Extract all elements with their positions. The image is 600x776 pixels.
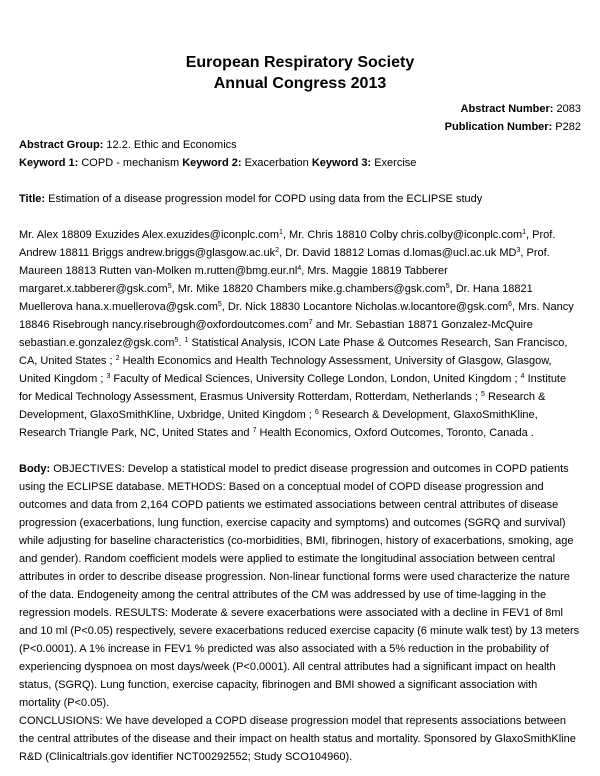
author-text: , Mrs. Maggie 18819 Tabberer margaret.x.tabberer@gsk.com <box>19 265 448 295</box>
affiliation-sup: 7 <box>252 427 257 434</box>
publication-number-row <box>19 118 581 136</box>
publication-number-label: Publication Number: <box>444 121 553 133</box>
author-text: , Mr. Mike 18820 Chambers mike.g.chambers@gsk.com <box>171 283 446 295</box>
affiliation-sup: 5 <box>480 391 485 398</box>
author-sup: 1 <box>522 229 527 236</box>
author-sup: 7 <box>308 319 313 326</box>
abstract-title: Estimation of a disease progression model for COPD using data from the ECLIPSE study <box>48 193 483 205</box>
keyword1-label: Keyword 1: <box>19 157 79 169</box>
affiliation-sup: 2 <box>115 355 120 362</box>
author-text: , Dr. Hana 18821 Muellerova hana.x.muellerova@gsk.com <box>19 283 533 313</box>
affiliation-sup: 6 <box>314 409 319 416</box>
keyword3-label: Keyword 3: <box>311 157 372 169</box>
author-sup: 5 <box>445 283 450 290</box>
author-sup: 2 <box>275 247 280 254</box>
publication-number: P282 <box>555 121 581 133</box>
title-line-2: Annual Congress 2013 <box>213 75 387 92</box>
abstract-page <box>19 52 581 766</box>
title-label: Title: <box>19 193 46 205</box>
affiliation-text: Research & Development, GlaxoSmithKline, Research Triangle Park, NC, United States and <box>19 409 538 439</box>
abstract-group: 12.2. Ethic and Economics <box>106 139 237 151</box>
affiliation-sup: 1 <box>184 337 189 344</box>
congress-title <box>19 52 581 94</box>
abstract-number: 2083 <box>556 103 581 115</box>
author-sup: 1 <box>279 229 283 236</box>
author-sup: 5 <box>167 283 172 290</box>
abstract-meta <box>19 100 581 136</box>
authors-block <box>19 226 581 442</box>
abstract-group-label: Abstract Group: <box>19 139 104 151</box>
abstract-number-row <box>19 100 581 118</box>
author-text: , Prof. Andrew 18811 Briggs andrew.briggs@glasgow.ac.uk <box>19 229 556 259</box>
keyword2-label: Keyword 2: <box>182 157 242 169</box>
author-sup: 5 <box>217 301 222 308</box>
affiliation-sup: 4 <box>520 373 525 380</box>
affiliation-text: Institute for Medical Technology Assessment, Erasmus University Rotterdam, Rotterdam, Netherlands ; <box>19 373 567 403</box>
author-text: and Mr. Sebastian 18871 Gonzalez-McQuire sebastian.e.gonzalez@gsk.com <box>19 319 533 349</box>
author-sup: 3 <box>516 247 521 254</box>
keyword1: COPD - mechanism <box>81 157 180 169</box>
keyword3: Exercise <box>374 157 417 169</box>
body-text: OBJECTIVES: Develop a statistical model to predict disease progression and outcomes in COPD patients using the ECLIPSE database. METHODS: Based on a conceptual model of COPD disease progression and outcomes and data from 2,164 COPD patients we estimated associations between central attributes of disease progression (exacerbations, lung function, exercise capacity and symptoms) and outcomes (SGRQ and survival) while adjusting for baseline characteristics (co-morbidities, BMI, fibrinogen, history of exacerbations, smoking, age and gender). Random coefficient models were applied to estimate the longitudinal association between central attributes in order to describe disease progression. Non-linear functional forms were used characterize the nature of the data. Endogeneity among the central attributes of the CM was addressed by use of time-lagging in the regression models. RESULTS: Moderate & severe exacerbations were associated with a decline in FEV1 of 8ml and 10 ml (P<0.05) respectively, severe exacerbations reduced exercise capacity (6 minute walk test) by 13 meters (P<0.0001). A 1% increase in FEV1 % predicted was also associated with a 5% reduction in the probability of experiencing dyspnoea on most days/week (P<0.0001). All central attributes had a significant impact on health status, (SGRQ). Lung function, exercise capacity, fibrinogen and BMI showed a significant association with mortality (P<0.05). <box>19 463 580 709</box>
keywords-row <box>19 154 581 172</box>
affiliation-text: Health Economics, Oxford Outcomes, Toronto, Canada . <box>256 427 534 439</box>
author-text: , Dr. Nick 18830 Locantore Nicholas.w.locantore@gsk.com <box>221 301 509 313</box>
author-sup: 5 <box>174 337 179 344</box>
body-section <box>19 460 581 766</box>
title-line-1: European Respiratory Society <box>185 54 415 71</box>
author-text: , Prof. Maureen 18813 Rutten van-Molken m.rutten@bmg.eur.nl <box>19 247 550 277</box>
abstract-number-label: Abstract Number: <box>460 103 554 115</box>
body-label: Body: <box>19 463 51 475</box>
author-text: , Dr. David 18812 Lomas d.lomas@ucl.ac.uk MD <box>279 247 517 259</box>
affiliation-text: Statistical Analysis, ICON Late Phase & Outcomes Research, San Francisco, CA, United States ; <box>19 337 568 367</box>
author-sup: 4 <box>297 265 302 272</box>
conclusions-text: CONCLUSIONS: We have developed a COPD disease progression model that represents associations between the central attributes of the disease and their impact on health status and mortality. Sponsored by GlaxoSmithKline R&D (Clinicaltrials.gov identifier NCT00292552; Study SCO104960). <box>19 715 576 763</box>
author-text: , Mr. Chris 18810 Colby chris.colby@iconplc.com <box>282 229 523 241</box>
affiliation-sup: 3 <box>106 373 111 380</box>
affiliation-intro: . <box>178 337 185 349</box>
abstract-group-row <box>19 136 581 154</box>
keyword2: Exacerbation <box>244 157 309 169</box>
title-row <box>19 190 581 208</box>
author-text: , Mrs. Nancy 18846 Risebrough nancy.risebrough@oxfordoutcomes.com <box>19 301 574 331</box>
affiliation-text: Research & Development, GlaxoSmithKline, Uxbridge, United Kingdom ; <box>19 391 546 421</box>
affiliation-text: Health Economics and Health Technology Assessment, University of Glasgow, Glasgow, United Kingdom ; <box>19 355 552 385</box>
author-text: Mr. Alex 18809 Exuzides Alex.exuzides@iconplc.com <box>19 229 280 241</box>
affiliation-text: Faculty of Medical Sciences, University College London, London, United Kingdom ; <box>110 373 521 385</box>
author-sup: 6 <box>508 301 512 308</box>
